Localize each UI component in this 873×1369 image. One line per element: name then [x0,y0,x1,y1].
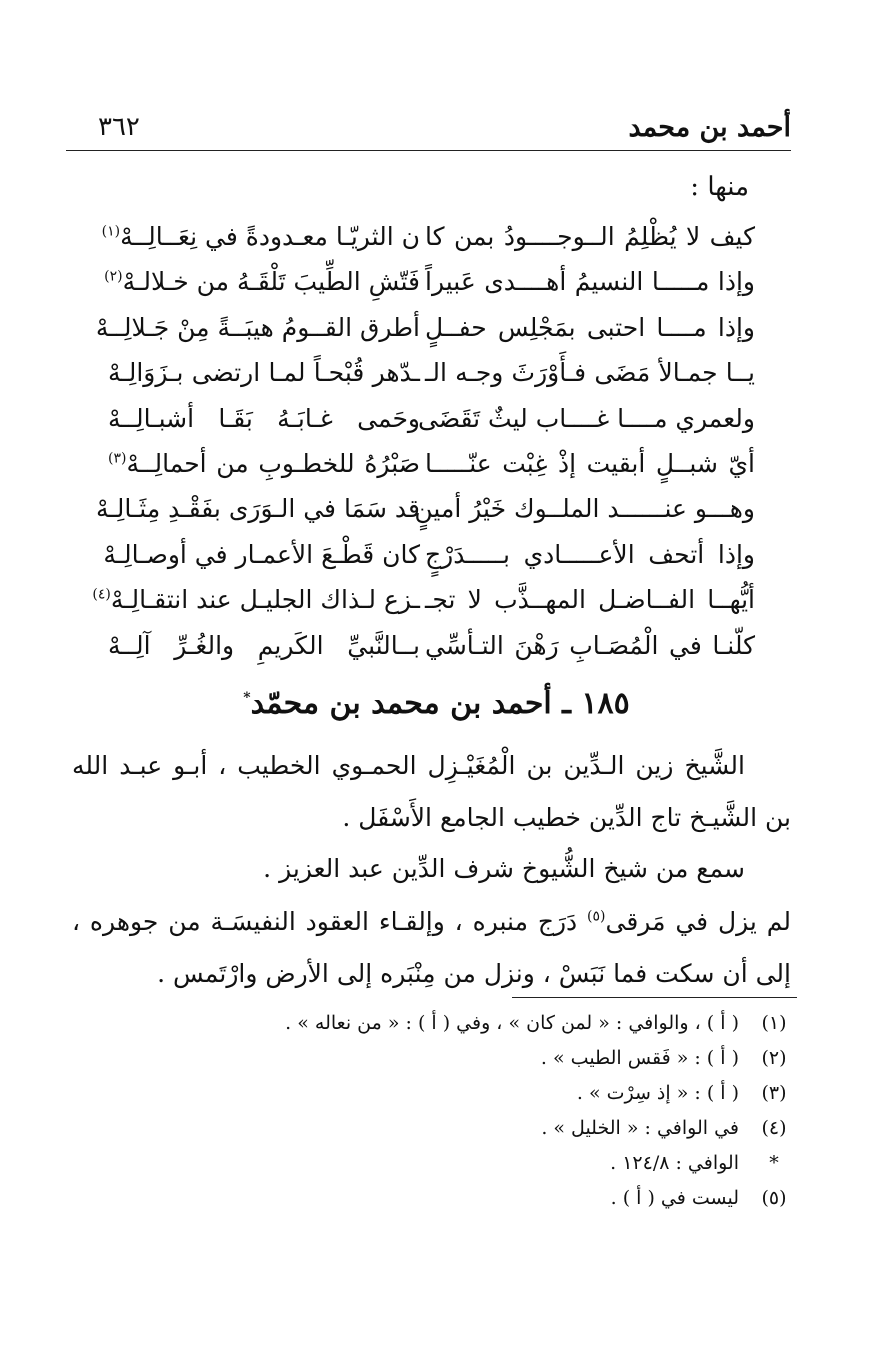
verse-first-hemistich: وإذا مـــــا النسيمُ أهــــدى عَبيراً [425,267,755,297]
poem-verse [70,358,755,403]
poem [70,222,755,676]
footnotes [91,1008,791,1218]
running-title: أحمد بن محمد [628,112,791,143]
hemistich-text: بــالنَّبيِّ الكَريمِ والغُـرِّ آلِــهْ [108,630,420,660]
footnote-ref: (٢) [104,269,123,286]
footnote [91,1043,791,1078]
verse-second-hemistich [96,494,420,524]
hemistich-text: أطرق القــومُ هيبَــةً مِنْ جَـلالِــهْ [95,312,420,342]
hemistich-text: ـدّهر قُبْحـاً لمـا ارتضى بـزَوَالِـهْ [108,358,420,388]
verse-first-hemistich: كلّنـا في الْمُصَـابِ رَهْنَ التـأسِّي [425,630,755,660]
hemistich-text: ن الثريّـا معـدودةً في نِعَــالِــهْ [120,222,420,251]
verse-first-hemistich: وإذا أتحف الأعـــــادي بـــــدَرْجٍ [425,539,755,569]
poem-verse [70,449,755,494]
footnote [91,1113,791,1148]
paragraph-text: لم يزل في مَرقى [605,907,791,936]
verse-first-hemistich: ولعمري مــــا غــــاب ليثٌ تَقَضَى [417,403,755,433]
verse-first-hemistich: أيُّهــا الفــاضـل المهــذَّب لا تجـ [425,585,755,615]
poem-verse [70,494,755,539]
poem-verse [70,267,755,312]
footnote-number: (١) [761,1012,787,1034]
page-number: ٣٦٢ [98,112,140,142]
footnote-divider [512,997,797,998]
verse-first-hemistich: كيف لا يُظْلِمُ الــوجــــودُ بمن كا [425,222,755,251]
footnote-number: (٣) [761,1082,787,1104]
paragraph-death [72,896,791,1000]
footnote [91,1148,791,1183]
running-header [66,108,791,151]
footnote-text: الوافي : ١٢٤/٨ . [610,1152,739,1174]
entry-heading [0,686,873,721]
verse-first-hemistich: يــا جمـالأ مَضَى فـأَوْرَثَ وجـه الـ [425,358,755,388]
verse-second-hemistich [108,449,420,478]
verse-first-hemistich: أيّ شبــلٍ أبقيت إذْ غِبْت عنّـــــا [425,448,755,478]
verse-first-hemistich: وإذا مــــا احتبى بمَجْلِس حفــلٍ [425,312,755,342]
footnote-text: ( أ ) : « فَقس الطيب » . [540,1047,739,1069]
verse-first-hemistich: وهـــو عنــــــد الملــوك خَيْرُ أمينٍ [414,494,755,524]
footnote-text: ليست في ( أ ) . [610,1187,739,1209]
footnote-number: (٢) [761,1047,787,1069]
footnote-ref: (٤) [92,586,111,603]
hemistich-text: كان قَطْـعَ الأعمـار في أوصـالِـهْ [103,539,420,569]
hemistich-text: صَبْرُهُ للخطـوبِ من أحمالِــهْ [126,448,420,478]
footnote-text: ( أ ) : « إذ سِرْت » . [576,1082,739,1104]
poem-verse [70,313,755,358]
verse-second-hemistich [101,222,420,251]
hemistich-text: وحَمى غـابَـهُ بَقَـا أشبـالِــهْ [108,403,420,433]
hemistich-text: ـزع لـذاك الجليـل عند انتقـالِـهْ [110,585,420,615]
footnote [91,1183,791,1218]
verse-second-hemistich [108,404,420,433]
footnote-ref: (١) [101,223,121,240]
poem-intro: منها : [690,172,749,202]
hemistich-text: قد سَمَا في الـوَرَى بفَقْـدِ مِثَـالِـهْ [96,494,420,524]
poem-verse [70,585,755,630]
verse-second-hemistich [92,585,420,615]
poem-verse [70,222,755,267]
footnote-number: (٥) [761,1187,787,1209]
footnote-ref: * [243,690,251,706]
paragraph-biography: الشَّيخ زين الـدِّين بن الْمُغَيْـزِل الحمـوي الخطيب ، أبـو عبـد الله بن الشَّيـخ تاج الدِّين خطيب الجامع الأَسْفَل . [72,751,791,832]
verse-second-hemistich [95,312,420,342]
footnote-number: (٤) [761,1117,787,1139]
poem-verse [70,631,755,676]
verse-second-hemistich [104,267,420,297]
verse-second-hemistich [108,358,420,387]
hemistich-text: فَتّشِ الطِّيبَ تَلْقَـهُ من خـلالـهْ [122,267,420,297]
poem-verse [70,540,755,585]
paragraph-text: دَرَج منبره ، وإلقـاء العقود النفيسَـة من جوهره ، إلى أن سكت فما نَبَسْ ، ونزل من مِنْبَره إلى الأرض وارْتَمس . [72,907,791,988]
footnote [91,1078,791,1113]
poem-verse [70,404,755,449]
footnote-text: في الوافي : « الخليل » . [541,1117,739,1139]
verse-second-hemistich [108,631,420,660]
verse-second-hemistich [103,539,420,569]
footnote-ref: (٣) [108,450,127,467]
footnote-number: * [769,1152,779,1174]
footnote-ref: (٥) [587,908,606,925]
footnote [91,1008,791,1043]
entry-title-text: ١٨٥ ـ أحمد بن محمد بن محمّد [250,686,630,721]
footnote-text: ( أ ) ، والوافي : « لمن كان » ، وفي ( أ ) : « من نعاله » . [285,1012,739,1034]
paragraph-teacher: سمع من شيخ الشُّيوخ شرف الدِّين عبد العزيز . [263,854,745,883]
